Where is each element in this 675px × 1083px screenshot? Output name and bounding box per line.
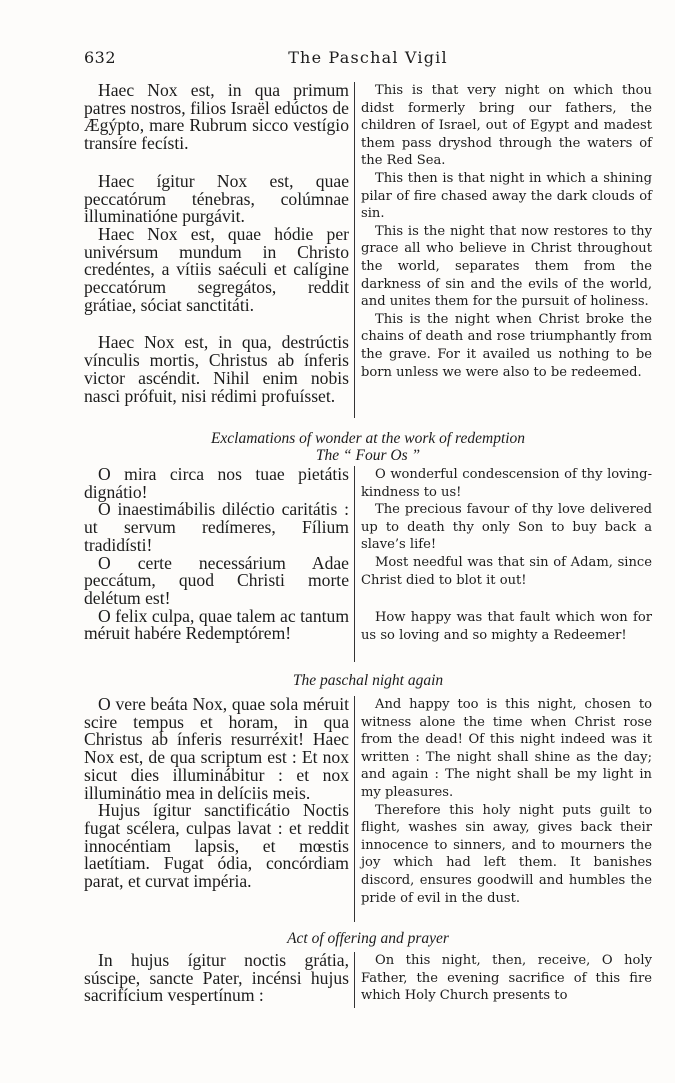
section-offering	[84, 952, 652, 1010]
heading-line: Exclamations of wonder at the work of redemption	[210, 430, 526, 447]
column-divider	[354, 82, 355, 418]
latin-column	[84, 466, 349, 643]
english-column	[361, 952, 652, 1005]
latin-paragraph: Haec Nox est, in qua primum patres nostros, filios Israël edúctos de Ægýpto, mare Rubrum sicco vestígio transíre fecísti.	[84, 80, 349, 154]
heading-line: The “ Four Os ”	[315, 447, 421, 464]
column-divider	[354, 696, 355, 922]
heading-line: Act of offering and prayer	[287, 930, 449, 947]
column-divider	[354, 466, 355, 662]
english-paragraph: Most needful was that sin of Adam, since Christ died to blot it out!	[361, 554, 652, 588]
english-paragraph: This is the night that now restores to thy grace all who believe in Christ throughout the world, separates them from the darkness of sin and the evils of the world, and unites them for the pursuit of holiness.	[361, 223, 652, 310]
english-paragraph: On this night, then, receive, O holy Father, the evening sacrifice of this fire which Holy Church presents to	[361, 953, 652, 1004]
english-paragraph: And happy too is this night, chosen to witness alone the time when Christ rose from the dead! Of this night indeed was it written : The night shall shine as the day; and again : The night shall be my light in my pleasures.	[361, 697, 652, 800]
latin-paragraph: O certe necessárium Adae peccátum, quod Christi morte delétum est!	[84, 552, 349, 608]
english-paragraph: This is that very night on which thou didst formerly bring our fathers, the children of Israel, out of Egypt and madest them pass dryshod through the waters of the Red Sea.	[361, 83, 652, 169]
section-paschal-night	[84, 82, 652, 418]
section-heading	[84, 672, 652, 689]
latin-paragraph: In hujus ígitur noctis grátia, súscipe, sancte Pater, incénsi hujus sacrifícium vespertínum :	[84, 950, 349, 1006]
english-column	[361, 82, 652, 381]
english-paragraph: O wonderful condescension of thy loving-kindness to us!	[361, 467, 652, 500]
latin-paragraph: Hujus ígitur sanctificátio Noctis fugat scélera, culpas lavat : et reddit innocéntiam lapsis, et mœstis laetítiam. Fugat ódia, concórdiam parat, et curvat impéria.	[84, 800, 349, 892]
english-paragraph: How happy was that fault which won for us so loving and so mighty a Redeemer!	[361, 610, 652, 643]
page-number: 632	[84, 48, 117, 67]
section-heading	[84, 930, 652, 947]
latin-column	[84, 696, 349, 891]
english-paragraph: This then is that night in which a shining pilar of fire chased away the dark clouds of sin.	[361, 170, 652, 222]
running-title: The Paschal Vigil	[288, 48, 448, 67]
latin-column	[84, 82, 349, 405]
latin-paragraph: O felix culpa, quae talem ac tantum méruit habére Redemptórem!	[84, 605, 349, 644]
latin-column	[84, 952, 349, 1005]
latin-paragraph: O mira circa nos tuae pietátis dignátio!	[84, 464, 349, 502]
english-column	[361, 696, 652, 907]
section-paschal-night-again	[84, 696, 652, 922]
english-column	[361, 466, 652, 644]
latin-paragraph: Haec Nox est, quae hódie per univérsum mundum in Christo credéntes, a vítiis saéculi et calígine peccatórum segregátos, reddit grátiae, sóciat sanctitáti.	[84, 223, 349, 315]
column-divider	[354, 952, 355, 1008]
section-heading	[84, 430, 652, 464]
page-header	[84, 44, 652, 70]
latin-paragraph: O vere beáta Nox, quae sola méruit scire tempus et horam, in qua Christus ab ínferis resurréxit! Haec Nox est, de qua scriptum est : Et nox sicut dies illuminábitur : et nox illuminátio mea in delíciis meis.	[84, 694, 349, 803]
heading-line: The paschal night again	[292, 672, 444, 689]
english-paragraph: The precious favour of thy love delivered up to death thy only Son to buy back a slave’s life!	[361, 502, 652, 553]
latin-paragraph: Haec ígitur Nox est, quae peccatórum ténebras, colúmnae illuminatióne purgávit.	[84, 170, 349, 227]
english-paragraph: This is the night when Christ broke the chains of death and rose triumphantly from the grave. For it availed us nothing to be born unless we were also to be redeemed.	[361, 311, 652, 380]
section-four-os	[84, 466, 652, 662]
english-paragraph: Therefore this holy night puts guilt to flight, washes sin away, gives back their innocence to sinners, and to mourners the joy which had left them. It banishes discord, ensures goodwill and humbles the pride of evil in the dust.	[361, 802, 652, 906]
latin-paragraph: O inaestimábilis diléctio caritátis : ut servum redímeres, Fílium tradidísti!	[84, 499, 349, 555]
latin-paragraph: Haec Nox est, in qua, destrúctis vínculis mortis, Christus ab ínferis victor ascéndit. Nihil enim nobis nasci prófuit, nisi rédimi profuísset.	[84, 332, 349, 406]
